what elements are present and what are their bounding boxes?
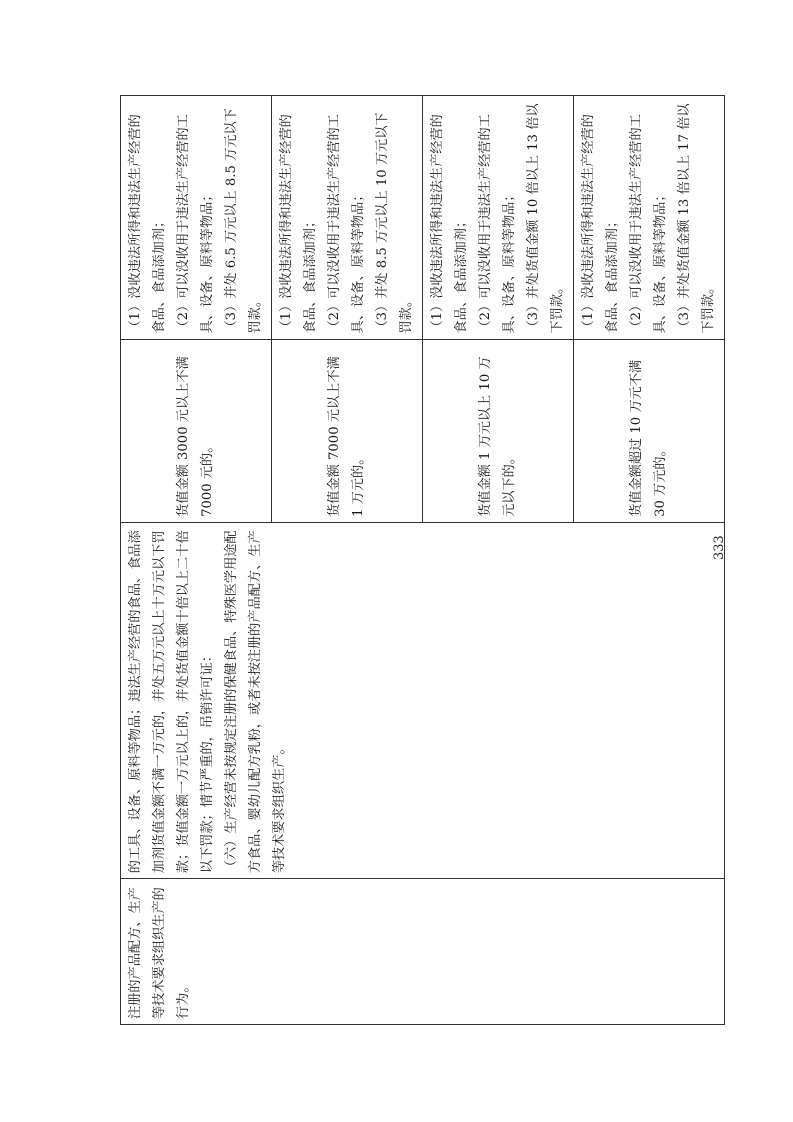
result-cell-2 [272,96,423,340]
penalty-basis-cell [121,522,725,878]
act-description: 注册的产品配方、生产等技术要求组织生产的行为。 [128,887,191,1019]
result-line: （2）可以没收用于违法生产经营的工具、设备、原料等物品； [478,114,517,334]
result-line: （3）并处 8.5 万元以上 10 万元以下罚款。 [375,112,414,334]
amount-cell-1 [121,339,272,522]
rotated-table-container [120,95,716,1025]
result-cell-1 [121,96,272,340]
amount-cell-2 [272,339,423,522]
result-line: （1）没收违法所得和违法生产经营的食品、食品添加剂； [279,114,318,334]
result-line: （1）没收违法所得和违法生产经营的食品、食品添加剂； [430,114,469,334]
result-line: （1）没收违法所得和违法生产经营的食品、食品添加剂； [128,114,167,334]
amount-text: 货值金额 7000 元以上不满 1 万元的。 [327,356,366,517]
result-line: （2）可以没收用于违法生产经营的工具、设备、原料等物品； [176,114,215,334]
amount-text: 货值金额 3000 元以上不满 7000 元的。 [176,356,215,517]
penalty-paragraph-1: 的工具、设备、原料等物品；违法生产经营的食品、食品添加剂货值金额不满一万元的，并处五万元以上十万元以下罚款；货值金额一万元以上的，并处货值金额十倍以上二十倍以下罚款；情节严重的，吊销许可证： [128,530,215,874]
amount-text: 货值金额 1 万元以上 10 万元以下的。 [478,356,517,517]
penalty-table [120,95,725,1025]
result-line: （3）并处 6.5 万元以上 8.5 万元以下罚款。 [224,108,263,334]
amount-text: 货值金额超过 10 万元不满 30 万元的。 [629,359,668,517]
page-number: 333 [712,535,727,560]
result-line: （1）没收违法所得和违法生产经营的食品、食品添加剂； [581,114,620,334]
table-row [121,96,272,1025]
result-cell-3 [423,96,574,340]
amount-cell-3 [423,339,574,522]
penalty-paragraph-2: （六）生产经营未按规定注册的保健食品、特殊医学用途配方食品、婴幼儿配方乳粉，或者未按注册的产品配方、生产等技术要求组织生产。 [224,530,287,874]
result-line: （3）并处货值金额 13 倍以上 17 倍以下罚款。 [677,103,716,334]
amount-cell-4 [574,339,725,522]
result-line: （3）并处货值金额 10 倍以上 13 倍以下罚款。 [526,103,565,334]
result-line: （2）可以没收用于违法生产经营的工具、设备、原料等物品； [629,114,668,334]
act-cell [121,879,725,1025]
result-line: （2）可以没收用于违法生产经营的工具、设备、原料等物品； [327,114,366,334]
result-cell-4 [574,96,725,340]
